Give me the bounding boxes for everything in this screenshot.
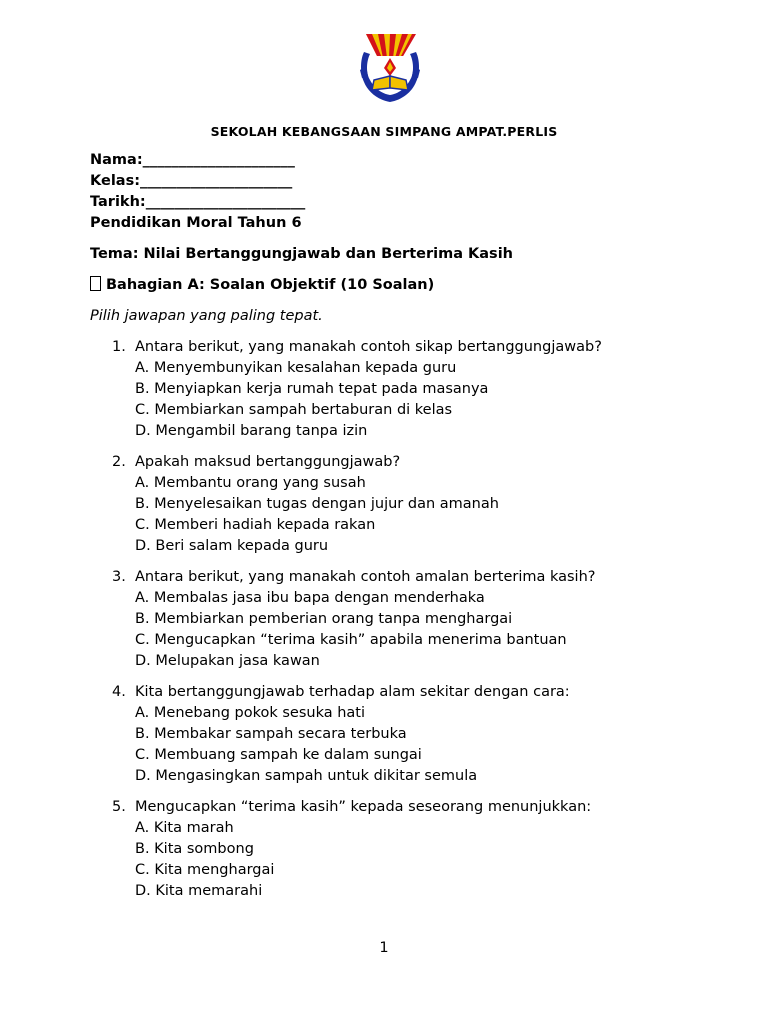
name-field: Nama:_____________________ bbox=[90, 152, 295, 168]
class-field: Kelas:_____________________ bbox=[90, 173, 293, 189]
question-item bbox=[90, 567, 730, 672]
question-item bbox=[90, 337, 730, 442]
question-number: 5. bbox=[112, 799, 126, 815]
answer-option: B. Menyelesaikan tugas dengan jujur dan amanah bbox=[135, 496, 499, 512]
answer-option: C. Mengucapkan “terima kasih” apabila menerima bantuan bbox=[135, 632, 567, 648]
section-title: Bahagian A: Soalan Objektif (10 Soalan) bbox=[106, 277, 435, 293]
question-list bbox=[90, 337, 730, 902]
answer-option: D. Melupakan jasa kawan bbox=[135, 653, 320, 669]
date-field: Tarikh:______________________ bbox=[90, 194, 306, 210]
answer-option: B. Menyiapkan kerja rumah tepat pada masanya bbox=[135, 381, 489, 397]
answer-option: D. Beri salam kepada guru bbox=[135, 538, 329, 554]
answer-option: A. Kita marah bbox=[135, 820, 234, 836]
answer-option: B. Kita sombong bbox=[135, 841, 254, 857]
question-text: Mengucapkan “terima kasih” kepada seseorang menunjukkan: bbox=[135, 799, 592, 815]
answer-option: C. Membuang sampah ke dalam sungai bbox=[135, 747, 422, 763]
question-number: 2. bbox=[112, 454, 126, 470]
page-number: 1 bbox=[379, 940, 389, 956]
subject-title: Pendidikan Moral Tahun 6 bbox=[90, 215, 302, 231]
answer-option: A. Membalas jasa ibu bapa dengan menderhaka bbox=[135, 590, 485, 606]
answer-option: C. Kita menghargai bbox=[135, 862, 275, 878]
answer-option: D. Mengasingkan sampah untuk dikitar semula bbox=[135, 768, 478, 784]
school-crest-icon bbox=[358, 30, 422, 106]
worksheet-content bbox=[90, 150, 730, 902]
answer-option: D. Kita memarahi bbox=[135, 883, 263, 899]
answer-option: B. Membakar sampah secara terbuka bbox=[135, 726, 407, 742]
instruction-text: Pilih jawapan yang paling tepat. bbox=[90, 308, 323, 324]
question-text: Antara berikut, yang manakah contoh amalan berterima kasih? bbox=[135, 569, 596, 585]
answer-option: B. Membiarkan pemberian orang tanpa menghargai bbox=[135, 611, 513, 627]
answer-option: C. Memberi hadiah kepada rakan bbox=[135, 517, 376, 533]
answer-option: A. Menyembunyikan kesalahan kepada guru bbox=[135, 360, 457, 376]
question-item bbox=[90, 682, 730, 787]
question-number: 4. bbox=[112, 684, 126, 700]
answer-option: C. Membiarkan sampah bertaburan di kelas bbox=[135, 402, 453, 418]
answer-option: A. Membantu orang yang susah bbox=[135, 475, 366, 491]
question-number: 3. bbox=[112, 569, 126, 585]
checkbox-icon bbox=[90, 276, 101, 291]
answer-option: D. Mengambil barang tanpa izin bbox=[135, 423, 368, 439]
question-item bbox=[90, 452, 730, 557]
question-text: Antara berikut, yang manakah contoh sikap bertanggungjawab? bbox=[135, 339, 602, 355]
section-heading bbox=[90, 275, 730, 296]
question-number: 1. bbox=[112, 339, 126, 355]
question-text: Apakah maksud bertanggungjawab? bbox=[135, 454, 401, 470]
question-text: Kita bertanggungjawab terhadap alam sekitar dengan cara: bbox=[135, 684, 570, 700]
answer-option: A. Menebang pokok sesuka hati bbox=[135, 705, 365, 721]
question-item bbox=[90, 797, 730, 902]
school-name: SEKOLAH KEBANGSAAN SIMPANG AMPAT.PERLIS bbox=[210, 124, 558, 139]
theme-heading: Tema: Nilai Bertanggungjawab dan Berterima Kasih bbox=[90, 246, 513, 262]
